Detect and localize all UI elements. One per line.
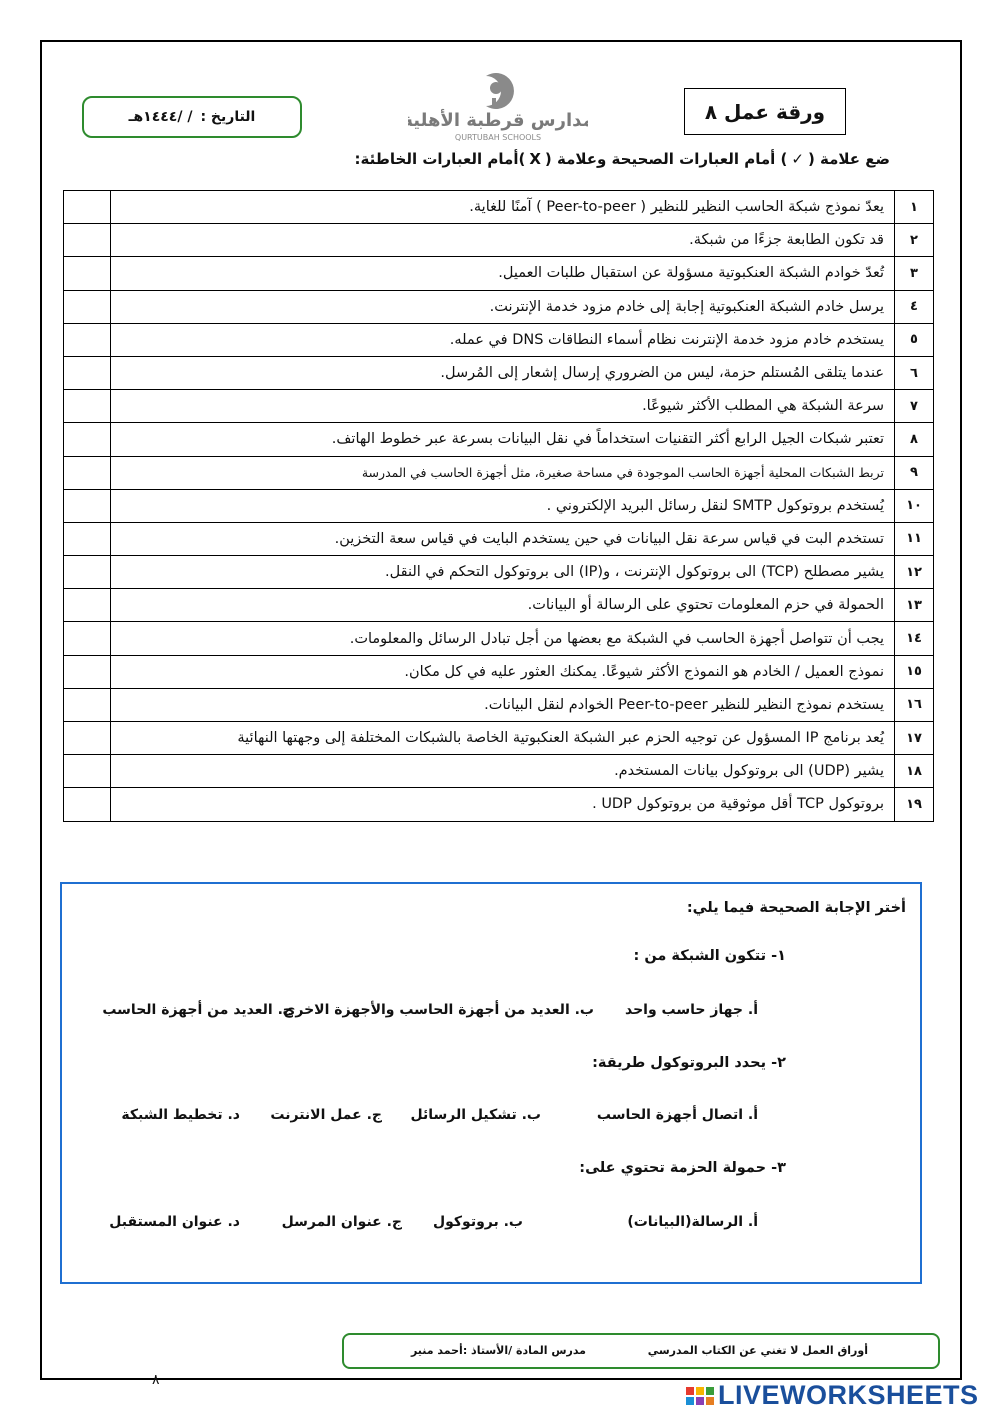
statement-number: ١٩: [895, 788, 934, 821]
answer-cell[interactable]: [64, 257, 111, 290]
table-row: [64, 456, 934, 489]
true-false-table: [63, 190, 934, 822]
answer-cell[interactable]: [64, 788, 111, 821]
page-number: ٨: [152, 1372, 160, 1388]
table-row: [64, 688, 934, 721]
answer-cell[interactable]: [64, 290, 111, 323]
table-row: [64, 390, 934, 423]
answer-cell[interactable]: [64, 722, 111, 755]
svg-text:مدارس قرطبة الأهلية: مدارس قرطبة الأهلية: [408, 110, 588, 131]
table-row: [64, 755, 934, 788]
q1-option-a[interactable]: أ. جهاز حاسب واحد: [625, 1002, 758, 1018]
statement-number: ٧: [895, 390, 934, 423]
q3-option-d[interactable]: د. عنوان المستقبل: [109, 1214, 240, 1230]
statement-text: تستخدم البت في قياس سرعة نقل البيانات في حين يستخدم البايت في قياس سعة التخزين.: [111, 522, 895, 555]
table-row: [64, 522, 934, 555]
statement-text: تعتبر شبكات الجيل الرابع أكثر التقنيات استخداماً في نقل البيانات بسرعة عبر خطوط الهاتف.: [111, 423, 895, 456]
question-3: ٣- حمولة الحزمة تحتوي على:: [579, 1160, 786, 1176]
statement-number: ١٠: [895, 489, 934, 522]
mcq-section: [60, 882, 922, 1284]
statement-number: ١٨: [895, 755, 934, 788]
statement-text: بروتوكول TCP أقل موثوقية من بروتوكول UDP .: [111, 788, 895, 821]
cross-mark-icon: X: [529, 150, 541, 168]
footer-note: أوراق العمل لا تغني عن الكتاب المدرسي: [647, 1344, 868, 1357]
table-row: [64, 356, 934, 389]
answer-cell[interactable]: [64, 224, 111, 257]
statement-text: نموذج العميل / الخادم هو النموذج الأكثر شيوعًا. يمكنك العثور عليه في كل مكان.: [111, 655, 895, 688]
answer-cell[interactable]: [64, 390, 111, 423]
statement-text: يعدّ نموذج شبكة الحاسب النظير للنظير ( Peer-to-peer ) آمنًا للغاية.: [111, 191, 895, 224]
statement-text: يشير (UDP) الى بروتوكول بيانات المستخدم.: [111, 755, 895, 788]
answer-cell[interactable]: [64, 356, 111, 389]
q1-option-c[interactable]: ج. العديد من أجهزة الحاسب: [102, 1002, 293, 1018]
statement-number: ٢: [895, 224, 934, 257]
answer-cell[interactable]: [64, 622, 111, 655]
liveworksheets-brand: LIVEWORKSHEETS: [718, 1380, 979, 1410]
table-row: [64, 589, 934, 622]
answer-cell[interactable]: [64, 323, 111, 356]
answer-cell[interactable]: [64, 456, 111, 489]
statement-number: ٨: [895, 423, 934, 456]
table-row: [64, 788, 934, 821]
instruction: ضع علامة (✓) أمام العبارات الصحيحة وعلامة (X)أمام العبارات الخاطئة:: [354, 150, 890, 168]
table-row: [64, 655, 934, 688]
q2-option-a[interactable]: أ. اتصال أجهزة الحاسب: [596, 1107, 758, 1123]
table-row: [64, 257, 934, 290]
footer-teacher: مدرس المادة /الأستاذ :أحمد منير: [410, 1344, 586, 1357]
statement-number: ١٤: [895, 622, 934, 655]
statement-text: قد تكون الطابعة جزءًا من شبكة.: [111, 224, 895, 257]
statement-text: تُعدّ خوادم الشبكة العنكبوتية مسؤولة عن استقبال طلبات العميل.: [111, 257, 895, 290]
question-2: ٢- يحدد البروتوكول طريقة:: [592, 1055, 786, 1071]
answer-cell[interactable]: [64, 556, 111, 589]
statement-number: ٤: [895, 290, 934, 323]
statement-text: تربط الشبكات المحلية أجهزة الحاسب الموجودة في مساحة صغيرة، مثل أجهزة الحاسب في المدرسة: [111, 456, 895, 489]
statement-number: ١: [895, 191, 934, 224]
statement-number: ٣: [895, 257, 934, 290]
q3-option-b[interactable]: ب. بروتوكول: [432, 1214, 523, 1230]
table-row: [64, 191, 934, 224]
statement-number: ١٧: [895, 722, 934, 755]
answer-cell[interactable]: [64, 655, 111, 688]
date-box: [82, 96, 302, 138]
mcq-heading: أختر الإجابة الصحيحة فيما يلي:: [686, 900, 906, 916]
answer-cell[interactable]: [64, 755, 111, 788]
table-row: [64, 489, 934, 522]
answer-cell[interactable]: [64, 522, 111, 555]
q1-option-b[interactable]: ب. العديد من أجهزة الحاسب والأجهزة الاخرى: [282, 1002, 594, 1018]
statement-number: ٥: [895, 323, 934, 356]
table-row: [64, 556, 934, 589]
statement-number: ١٢: [895, 556, 934, 589]
date-label: التاريخ :: [200, 109, 256, 125]
answer-cell[interactable]: [64, 589, 111, 622]
date-value[interactable]: / /١٤٤٤هـ: [128, 109, 193, 125]
table-row: [64, 224, 934, 257]
statement-number: ١٦: [895, 688, 934, 721]
statement-number: ١٥: [895, 655, 934, 688]
answer-cell[interactable]: [64, 688, 111, 721]
statement-number: ١٣: [895, 589, 934, 622]
liveworksheets-logo: [686, 1380, 979, 1411]
q3-option-c[interactable]: ج. عنوان المرسل: [281, 1214, 402, 1230]
table-row: [64, 323, 934, 356]
footer-box: [342, 1333, 940, 1369]
statement-text: يجب أن تتواصل أجهزة الحاسب في الشبكة مع بعضها من أجل تبادل الرسائل والمعلومات.: [111, 622, 895, 655]
statement-text: يستخدم نموذج النظير للنظير Peer-to-peer الخوادم لنقل البيانات.: [111, 688, 895, 721]
liveworksheets-blocks-icon: [686, 1387, 714, 1405]
statement-text: يُعد برنامج IP المسؤول عن توجيه الحزم عبر الشبكة العنكبوتية الخاصة بالشبكات المختلفة إلى وجهتها النهائية: [111, 722, 895, 755]
question-1: ١- تتكون الشبكة من :: [633, 948, 786, 964]
q2-option-b[interactable]: ب. تشكيل الرسائل: [410, 1107, 541, 1123]
statement-text: يرسل خادم الشبكة العنكبوتية إجابة إلى خادم مزود خدمة الإنترنت.: [111, 290, 895, 323]
table-row: [64, 622, 934, 655]
table-row: [64, 290, 934, 323]
svg-text:QURTUBAH SCHOOLS: QURTUBAH SCHOOLS: [454, 133, 542, 142]
statement-text: يستخدم خادم مزود خدمة الإنترنت نظام أسماء النطاقات DNS في عمله.: [111, 323, 895, 356]
worksheet-title: [684, 88, 846, 135]
statement-text: عندما يتلقى المُستلم حزمة، ليس من الضروري إرسال إشعار إلى المُرسل.: [111, 356, 895, 389]
answer-cell[interactable]: [64, 191, 111, 224]
q2-option-d[interactable]: د. تخطيط الشبكة: [121, 1107, 240, 1123]
q2-option-c[interactable]: ج. عمل الانترنت: [270, 1107, 382, 1123]
statement-text: سرعة الشبكة هي المطلب الأكثر شيوعًا.: [111, 390, 895, 423]
statement-number: ١١: [895, 522, 934, 555]
statement-text: الحمولة في حزم المعلومات تحتوي على الرسالة أو البيانات.: [111, 589, 895, 622]
table-row: [64, 423, 934, 456]
answer-cell[interactable]: [64, 423, 111, 456]
table-row: [64, 722, 934, 755]
school-logo: [408, 68, 588, 158]
answer-cell[interactable]: [64, 489, 111, 522]
statement-number: ٩: [895, 456, 934, 489]
statement-text: يشير مصطلح (TCP) الى بروتوكول الإنترنت ، و(IP) الى بروتوكول التحكم في النقل.: [111, 556, 895, 589]
q3-option-a[interactable]: أ. الرسالة(البيانات): [627, 1214, 758, 1230]
check-mark-icon: ✓: [791, 150, 804, 168]
statement-number: ٦: [895, 356, 934, 389]
worksheet-title-text: ورقة عمل ٨: [704, 99, 826, 124]
statement-text: يُستخدم بروتوكول SMTP لنقل رسائل البريد الإلكتروني .: [111, 489, 895, 522]
